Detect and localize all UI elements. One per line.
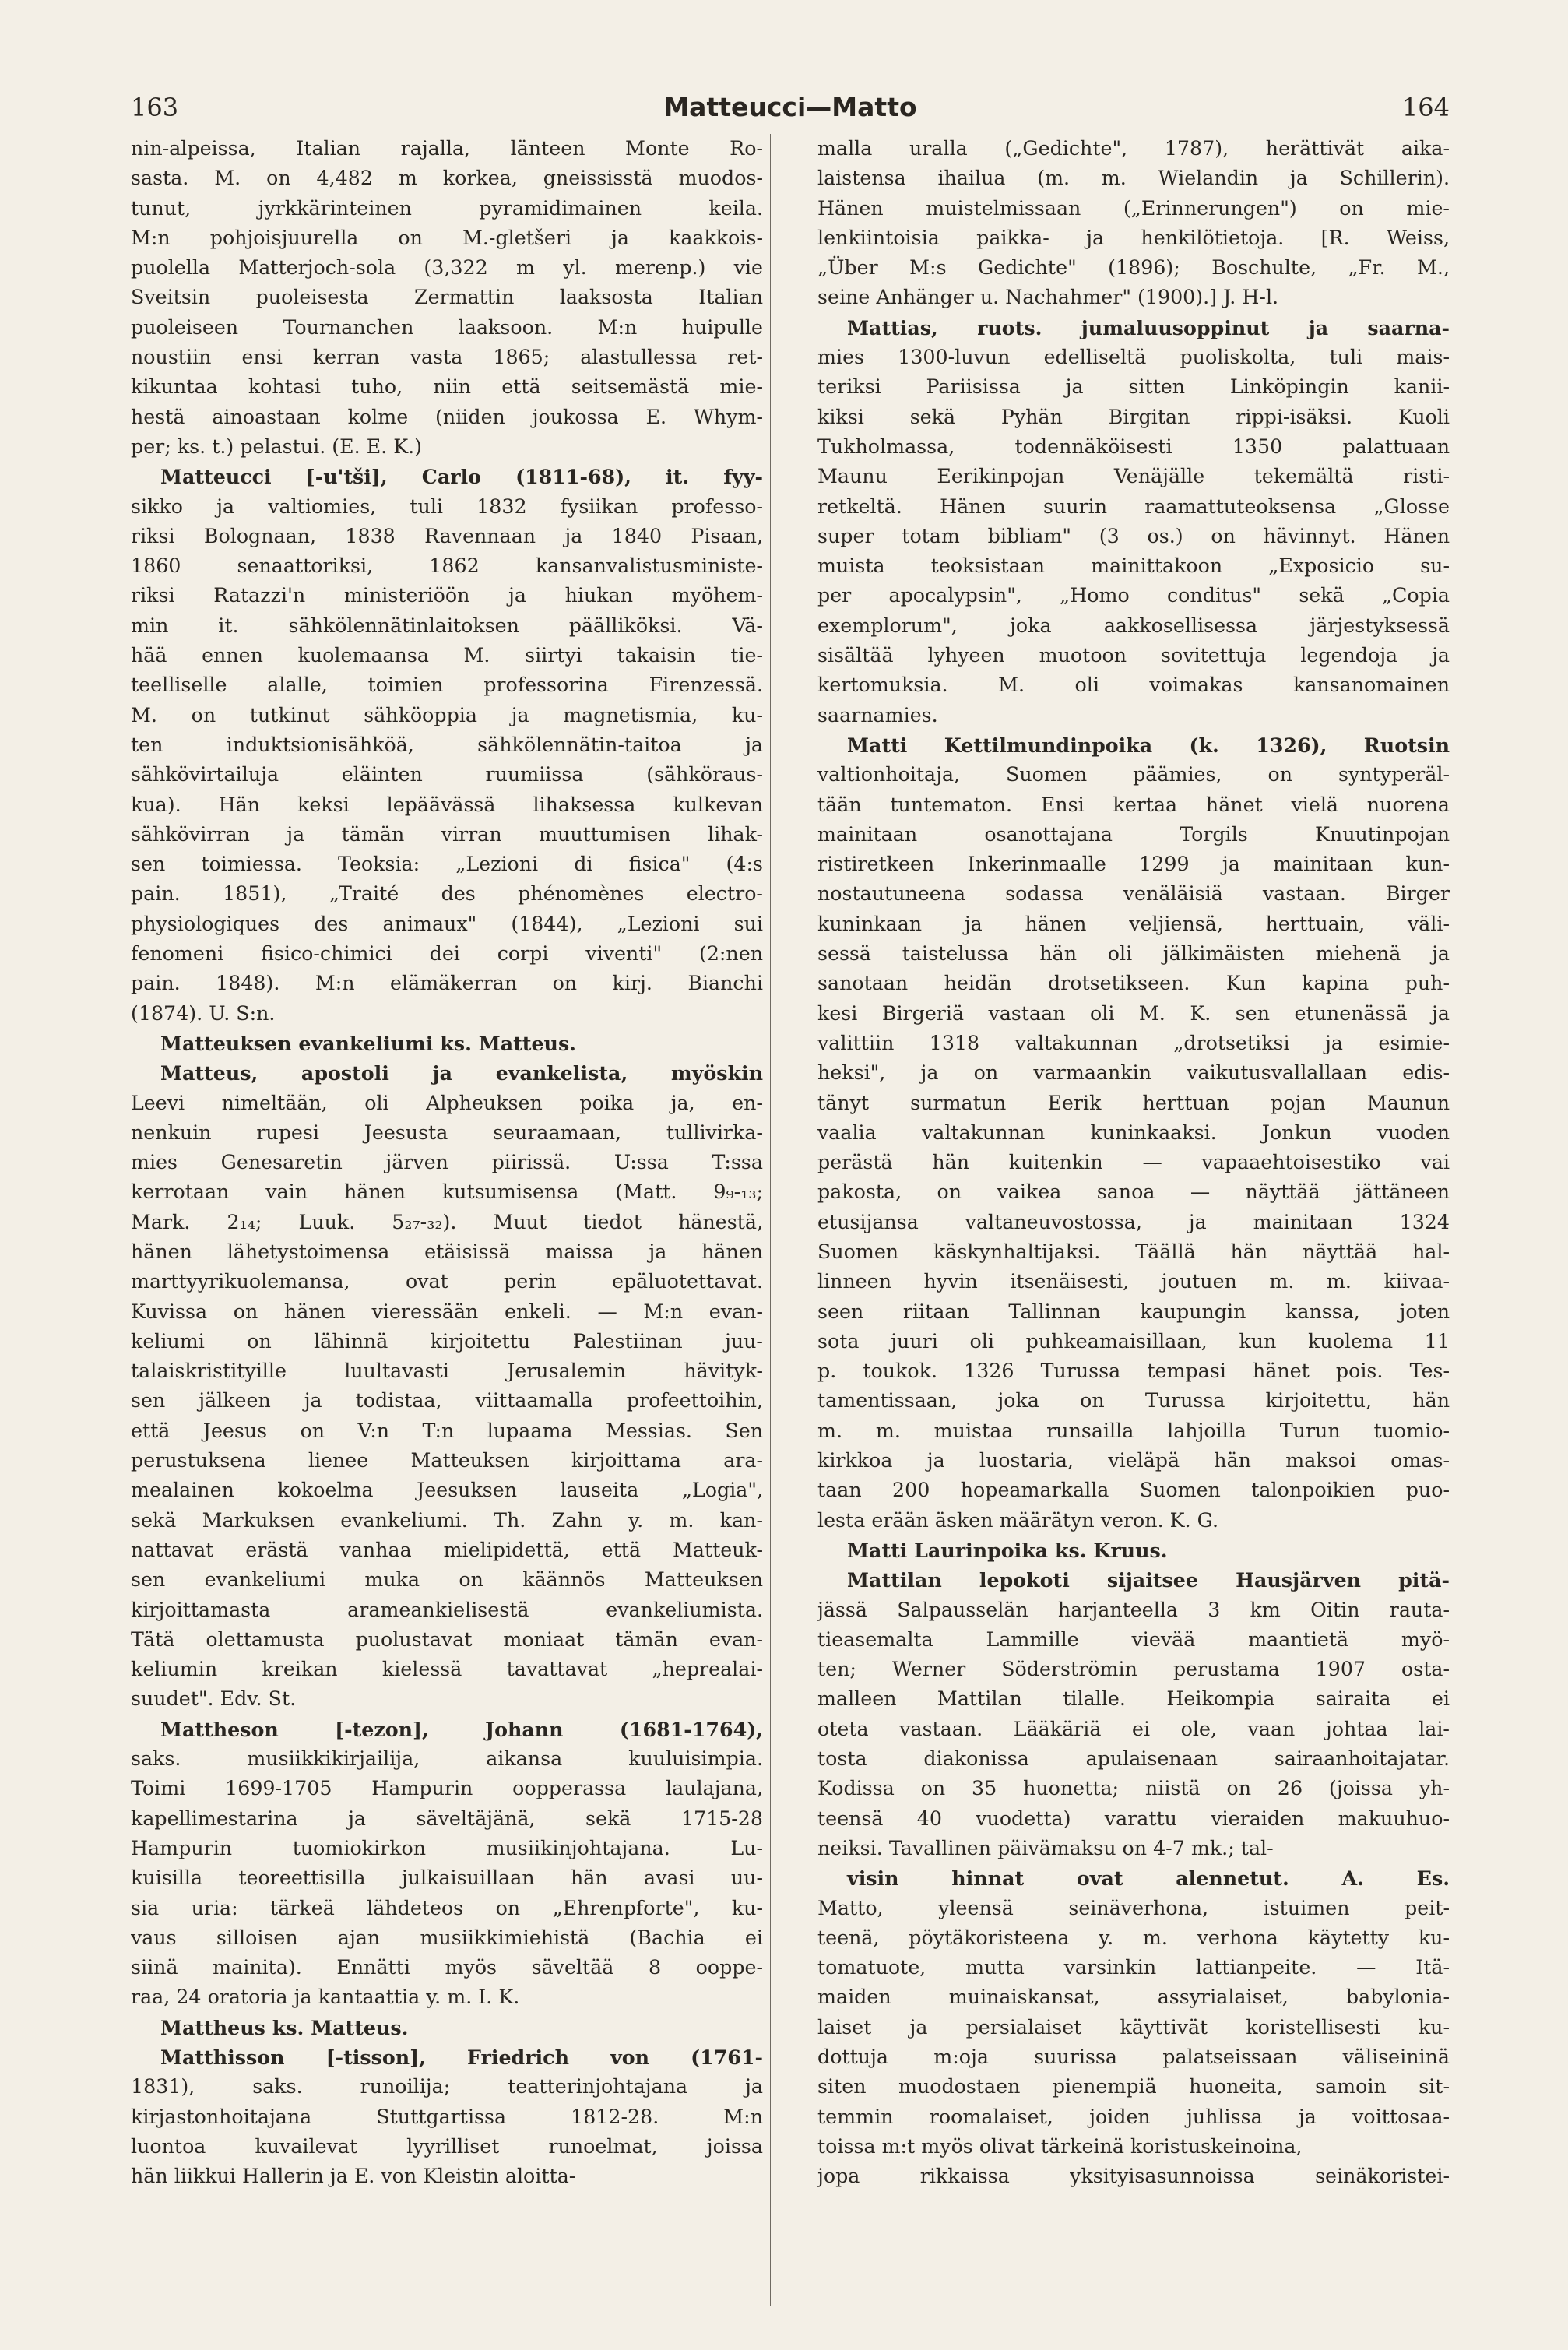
text-line: kertomuksia. M. oli voimakas kansanomainen bbox=[817, 674, 1450, 697]
entry-headword-line: Matti Laurinpoika ks. Kruus. bbox=[847, 1538, 1168, 1562]
text-line: mies 1300-luvun edelliseltä puoliskolta, tuli mais- bbox=[817, 346, 1450, 369]
text-line: keliumi on lähinnä kirjoitettu Palestiinan juu- bbox=[131, 1329, 763, 1353]
text-line: per apocalypsin", „Homo conditus" sekä „Copia bbox=[817, 584, 1450, 607]
text-line: että Jeesus on V:n T:n lupaama Messias. Sen bbox=[131, 1419, 763, 1442]
text-line: sikko ja valtiomies, tuli 1832 fysiikan professo- bbox=[131, 494, 763, 518]
text-line: mies Genesaretin järven piirissä. U:ssa T:ssa bbox=[131, 1151, 763, 1174]
text-line: hestä ainoastaan kolme (niiden joukossa E. Whym- bbox=[131, 405, 763, 428]
text-line: kua). Hän keksi lepäävässä lihaksessa kulkevan bbox=[131, 793, 763, 816]
page-header bbox=[131, 87, 1450, 134]
right-column bbox=[817, 134, 1450, 2191]
text-line: teenä, pöytäkoristeena y. m. verhona käytetty ku- bbox=[817, 1926, 1450, 1949]
entry-headword-line: visin hinnat ovat alennetut. A. Es. bbox=[847, 1866, 1450, 1891]
text-line: talaiskristityille luultavasti Jerusalemin hävityk- bbox=[131, 1360, 763, 1383]
text-line: retkeltä. Hänen suurin raamattuteoksensa „Glosse bbox=[817, 494, 1450, 518]
text-line: teriksi Pariisissa ja sitten Linköpingin kanii- bbox=[817, 375, 1450, 399]
text-line: kuisilla teoreettisilla julkaisuillaan hän avasi uu- bbox=[131, 1866, 763, 1890]
entry-headword-line: Matteucci [-u'tši], Carlo (1811-68), it. fyy- bbox=[160, 465, 763, 489]
text-line: temmin roomalaiset, joiden juhlissa ja voittosaa- bbox=[817, 2105, 1450, 2128]
text-line: riksi Ratazzi'n ministeriöön ja hiukan myöhem- bbox=[131, 584, 763, 607]
text-line: malla uralla („Gedichte", 1787), herättivät aika- bbox=[817, 137, 1450, 160]
column-divider bbox=[770, 134, 771, 2306]
text-line: super totam bibliam" (3 os.) on hävinnyt. Hänen bbox=[817, 524, 1450, 547]
text-line: per; ks. t.) pelastui. (E. E. K.) bbox=[131, 434, 423, 458]
text-line: sen toimiessa. Teoksia: „Lezioni di fisica" (4:s bbox=[131, 853, 763, 876]
text-line: kirjastonhoitajana Stuttgartissa 1812-28. M:n bbox=[131, 2105, 763, 2128]
text-line: „Über M:s Gedichte" (1896); Boschulte, „Fr. M., bbox=[817, 256, 1450, 280]
text-line: fenomeni fisico-chimici dei corpi viventi" (2:nen bbox=[131, 942, 763, 966]
text-line: linneen hyvin itsenäisesti, joutuen m. m. kiivaa- bbox=[817, 1270, 1450, 1293]
text-line: vaalia valtakunnan kuninkaaksi. Jonkun vuoden bbox=[817, 1120, 1450, 1144]
text-line: tieasemalta Lammille vievää maantietä myö- bbox=[817, 1627, 1450, 1651]
text-line: hän liikkui Hallerin ja E. von Kleistin aloitta- bbox=[131, 2165, 576, 2188]
entry-headword-line: Matthisson [-tisson], Friedrich von (1761- bbox=[160, 2046, 763, 2069]
text-line: seine Anhänger u. Nachahmer" (1900).] J. H-l. bbox=[817, 286, 1279, 309]
text-line: Mark. 2₁₄; Luuk. 5₂₇-₃₂). Muut tiedot hänestä, bbox=[131, 1210, 763, 1233]
text-line: tomatuote, mutta varsinkin lattianpeite. — Itä- bbox=[817, 1956, 1450, 1979]
entry-headword-line: Mattheson [-tezon], Johann (1681-1764), bbox=[160, 1717, 763, 1741]
entry-headword-line: Mattheus ks. Matteus. bbox=[160, 2015, 409, 2039]
text-line: luontoa kuvailevat lyyrilliset runoelmat, joissa bbox=[131, 2134, 763, 2158]
text-line: teensä 40 vuodetta) varattu vieraiden makuuhuo- bbox=[817, 1806, 1450, 1830]
text-line: maiden muinaiskansat, assyrialaiset, babylonia- bbox=[817, 1986, 1450, 2009]
text-line: M:n pohjoisjuurella on M.-gletšeri ja kaakkois- bbox=[131, 226, 763, 249]
text-line: mealainen kokoelma Jeesuksen lauseita „Logia", bbox=[131, 1479, 763, 1502]
entry-headword-line: Mattias, ruots. jumaluusoppinut ja saarna- bbox=[847, 315, 1450, 339]
text-line: sasta. M. on 4,482 m korkea, gneississtä muodos- bbox=[131, 167, 763, 190]
text-line: tamentissaan, joka on Turussa kirjoitettu, hän bbox=[817, 1389, 1450, 1412]
text-line: oteta vastaan. Lääkäriä ei ole, vaan johtaa lai- bbox=[817, 1717, 1450, 1740]
text-line: sota juuri oli puhkeamaisillaan, kun kuolema 11 bbox=[817, 1329, 1450, 1353]
text-line: siten muodostaen pienempiä huoneita, samoin sit- bbox=[817, 2075, 1450, 2098]
text-line: teelliselle alalle, toimien professorina Firenzessä. bbox=[131, 674, 763, 697]
text-line: lesta erään äsken määrätyn veron. K. G. bbox=[817, 1508, 1218, 1532]
text-line: puoleiseen Tournanchen laaksoon. M:n huipulle bbox=[131, 315, 763, 339]
text-line: tänyt surmatun Eerik herttuan pojan Maunun bbox=[817, 1091, 1450, 1114]
text-line: marttyyrikuolemansa, ovat perin epäluotettavat. bbox=[131, 1270, 763, 1293]
text-line: p. toukok. 1326 Turussa tempasi hänet pois. Tes- bbox=[817, 1360, 1450, 1383]
text-line: taan 200 hopeamarkalla Suomen talonpoikien puo- bbox=[817, 1479, 1450, 1502]
text-line: Tukholmassa, todennäköisesti 1350 palattuaan bbox=[817, 434, 1450, 458]
text-line: jopa rikkaissa yksityisasunnoissa seinäkoristei- bbox=[817, 2165, 1450, 2188]
left-column bbox=[131, 134, 763, 2191]
running-title: Matteucci—Matto bbox=[663, 92, 917, 122]
entry-headword-line: Mattilan lepokoti sijaitsee Hausjärven pitä- bbox=[847, 1568, 1450, 1592]
text-line: jässä Salpausselän harjanteella 3 km Oitin rauta- bbox=[817, 1598, 1450, 1621]
text-line: saarnamies. bbox=[817, 703, 938, 726]
text-line: siinä mainita). Ennätti myös säveltää 8 ooppe- bbox=[131, 1956, 763, 1979]
entry-headword-line: Matteus, apostoli ja evankelista, myöskin bbox=[160, 1061, 763, 1085]
text-line: dottuja m:oja suurissa palatseissaan väliseininä bbox=[817, 2046, 1450, 2068]
text-line: kuninkaan ja hänen veljiensä, herttuain, väli- bbox=[817, 912, 1450, 935]
text-line: tosta diakonissa apulaisenaan sairaanhoitajatar. bbox=[817, 1747, 1450, 1771]
text-line: perustuksena lienee Matteuksen kirjoittama ara- bbox=[131, 1449, 763, 1472]
text-line: malleen Mattilan tilalle. Heikompia sairaita ei bbox=[817, 1687, 1450, 1711]
text-line: nostautuneena sodassa venäläisiä vastaan. Birger bbox=[817, 882, 1450, 906]
text-line: sähkövirtailuja eläinten ruumiissa (sähköraus- bbox=[131, 763, 763, 786]
text-line: sia uria: tärkeä lähdeteos on „Ehrenpforte", ku- bbox=[131, 1896, 763, 1919]
text-line: Sveitsin puoleisesta Zermattin laaksosta Italian bbox=[131, 286, 763, 309]
text-line: M. on tutkinut sähköoppia ja magnetismia, ku- bbox=[131, 703, 763, 726]
text-line: Kodissa on 35 huonetta; niistä on 26 (joissa yh- bbox=[817, 1777, 1450, 1800]
text-line: neiksi. Tavallinen päivämaksu on 4-7 mk.; tal- bbox=[817, 1836, 1274, 1859]
text-line: (1874). U. S:n. bbox=[131, 1001, 276, 1025]
text-line: pain. 1851), „Traité des phénomènes electro- bbox=[131, 882, 763, 906]
right-page-number: 164 bbox=[1401, 93, 1450, 122]
entry-headword-line: Matti Kettilmundinpoika (k. 1326), Ruotsin bbox=[847, 733, 1450, 757]
text-line: tunut, jyrkkärinteinen pyramidimainen keila. bbox=[131, 196, 763, 220]
text-line: Suomen käskynhaltijaksi. Täällä hän näyttää hal- bbox=[817, 1240, 1450, 1263]
text-line: riksi Bolognaan, 1838 Ravennaan ja 1840 Pisaan, bbox=[131, 524, 763, 547]
text-line: hää ennen kuolemaansa M. siirtyi takaisin tie- bbox=[131, 644, 763, 667]
text-line: perästä hän kuitenkin — vapaaehtoisestiko vai bbox=[817, 1151, 1450, 1174]
text-line: sanotaan heidän drotsetikseen. Kun kapina puh- bbox=[817, 972, 1450, 995]
text-line: ten; Werner Söderströmin perustama 1907 osta- bbox=[817, 1658, 1450, 1681]
text-line: hänen lähetystoimensa etäisissä maissa ja hänen bbox=[131, 1240, 763, 1263]
text-line: seen riitaan Tallinnan kaupungin kanssa, joten bbox=[817, 1300, 1450, 1323]
text-line: kirjoittamasta arameankielisestä evankeliumista. bbox=[131, 1598, 763, 1621]
text-line: sen evankeliumi muka on käännös Matteuksen bbox=[131, 1568, 763, 1592]
text-line: sähkövirran ja tämän virran muuttumisen lihak- bbox=[131, 822, 763, 846]
text-line: nenkuin rupesi Jeesusta seuraamaan, tullivirka- bbox=[131, 1120, 763, 1144]
text-line: sen jälkeen ja todistaa, viittaamalla profeettoihin, bbox=[131, 1389, 763, 1412]
text-line: Maunu Eerikinpojan Venäjälle tekemältä risti- bbox=[817, 465, 1450, 488]
text-line: Kuvissa on hänen vieressään enkeli. — M:n evan- bbox=[131, 1300, 763, 1323]
text-line: lenkiintoisia paikka- ja henkilötietoja. [R. Weiss, bbox=[817, 226, 1450, 249]
text-line: Tätä olettamusta puolustavat moniaat tämän evan- bbox=[131, 1627, 763, 1651]
text-line: heksi", ja on varmaankin vaikutusvallallaan edis- bbox=[817, 1061, 1450, 1085]
text-line: etusijansa valtaneuvostossa, ja mainitaan 1324 bbox=[817, 1210, 1450, 1233]
text-line: valtionhoitaja, Suomen päämies, on syntyperäl- bbox=[817, 763, 1450, 786]
text-line: min it. sähkölennätinlaitoksen päälliköksi. Vä- bbox=[131, 614, 763, 637]
text-line: noustiin ensi kerran vasta 1865; alastullessa ret- bbox=[131, 346, 763, 369]
text-line: sessä taistelussa hän oli jälkimäisten miehenä ja bbox=[817, 942, 1450, 966]
text-line: raa, 24 oratoria ja kantaattia y. m. I. K. bbox=[131, 1986, 520, 2009]
text-line: sekä Markuksen evankeliumi. Th. Zahn y. m. kan- bbox=[131, 1508, 763, 1532]
text-line: 1831), saks. runoilija; teatterinjohtajana ja bbox=[131, 2075, 763, 2098]
text-line: ten induktsionisähköä, sähkölennätin-taitoa ja bbox=[131, 733, 763, 756]
text-line: exemplorum", joka aakkosellisessa järjestyksessä bbox=[817, 614, 1450, 637]
text-line: laiset ja persialaiset käyttivät koristellisesti ku- bbox=[817, 2015, 1450, 2039]
entry-headword-line: Matteuksen evankeliumi ks. Matteus. bbox=[160, 1031, 576, 1055]
text-line: kapellimestarina ja säveltäjänä, sekä 1715-28 bbox=[131, 1806, 763, 1830]
text-line: m. m. muistaa runsailla lahjoilla Turun tuomio- bbox=[817, 1419, 1450, 1442]
text-line: pain. 1848). M:n elämäkerran on kirj. Bianchi bbox=[131, 972, 763, 995]
text-line: nattavat erästä vanhaa mielipidettä, että Matteuk- bbox=[131, 1538, 763, 1561]
text-line: physiologiques des animaux" (1844), „Lezioni sui bbox=[131, 912, 763, 935]
text-line: kerrotaan vain hänen kutsumisensa (Matt. 9₉-₁₃; bbox=[131, 1180, 763, 1204]
text-line: Toimi 1699-1705 Hampurin oopperassa laulajana, bbox=[131, 1777, 763, 1800]
text-line: pakosta, on vaikea sanoa — näyttää jättäneen bbox=[817, 1180, 1450, 1204]
text-line: suudet". Edv. St. bbox=[131, 1687, 297, 1711]
text-line: kiksi sekä Pyhän Birgitan rippi-isäksi. Kuoli bbox=[817, 405, 1450, 428]
text-line: ristiretkeen Inkerinmaalle 1299 ja mainitaan kun- bbox=[817, 853, 1450, 876]
text-line: Matto, yleensä seinäverhona, istuimen peit- bbox=[817, 1896, 1450, 1919]
text-line: toissa m:t myös olivat tärkeinä koristuskeinoina, bbox=[817, 2134, 1303, 2158]
text-line: mainitaan osanottajana Torgils Knuutinpojan bbox=[817, 822, 1450, 846]
text-line: sisältää lyhyeen muotoon sovitettuja legendoja ja bbox=[817, 644, 1450, 667]
text-line: puolella Matterjoch-sola (3,322 m yl. merenp.) vie bbox=[131, 256, 763, 280]
text-line: tään tuntematon. Ensi kertaa hänet vielä nuorena bbox=[817, 793, 1450, 816]
text-line: nin-alpeissa, Italian rajalla, länteen Monte Ro- bbox=[131, 137, 763, 160]
text-line: saks. musiikkikirjailija, aikansa kuuluisimpia. bbox=[131, 1747, 763, 1771]
left-page-number: 163 bbox=[131, 93, 179, 122]
text-line: kirkkoa ja luostaria, vieläpä hän maksoi omas- bbox=[817, 1449, 1450, 1472]
text-line: keliumin kreikan kielessä tavattavat „heprealai- bbox=[131, 1658, 763, 1681]
text-line: kikuntaa kohtasi tuho, niin että seitsemästä mie- bbox=[131, 375, 763, 399]
text-line: kesi Birgeriä vastaan oli M. K. sen etunenässä ja bbox=[817, 1001, 1450, 1025]
text-line: muista teoksistaan mainittakoon „Exposicio su- bbox=[817, 554, 1450, 578]
text-line: vaus silloisen ajan musiikkimiehistä (Bachia ei bbox=[131, 1926, 763, 1949]
text-line: Leevi nimeltään, oli Alpheuksen poika ja, en- bbox=[131, 1091, 763, 1114]
text-line: 1860 senaattoriksi, 1862 kansanvalistusministe- bbox=[131, 554, 763, 578]
text-line: valittiin 1318 valtakunnan „drotsetiksi ja esimie- bbox=[817, 1031, 1450, 1054]
text-line: Hänen muistelmissaan („Erinnerungen") on mie- bbox=[817, 196, 1450, 220]
text-line: Hampurin tuomiokirkon musiikinjohtajana. Lu- bbox=[131, 1836, 763, 1859]
text-line: laistensa ihailua (m. m. Wielandin ja Schillerin). bbox=[817, 167, 1450, 190]
